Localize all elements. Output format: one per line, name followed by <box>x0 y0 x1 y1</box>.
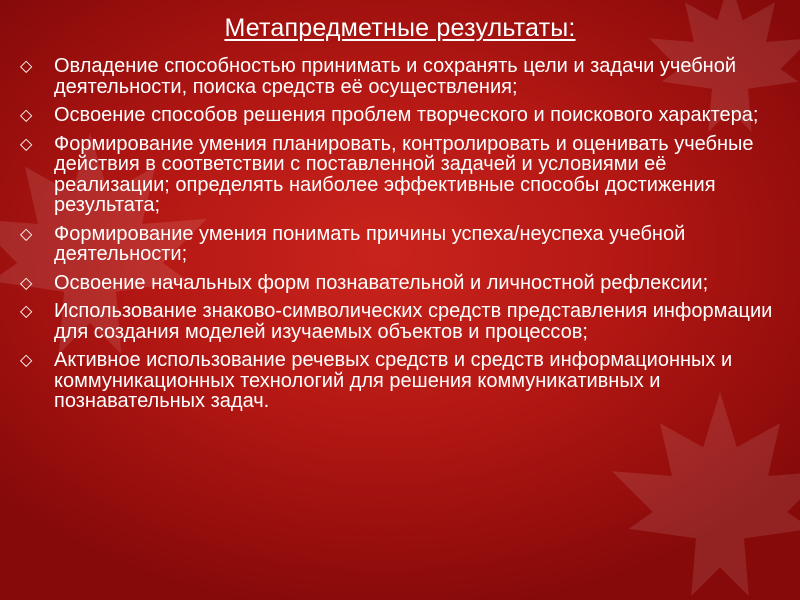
list-item <box>20 134 785 216</box>
list-item-text: Формирование умения планировать, контролировать и оценивать учебные действия в соответствии с поставленной задачей и условиями её реализации; определять наиболее эффективные способы достижения результата; <box>54 132 754 216</box>
hollow-diamond-icon: ◇ <box>20 274 33 292</box>
list-item-text: Активное использование речевых средств и средств информационных и коммуникационных технологий для решения коммуникативных и познавательных задач. <box>54 349 733 412</box>
results-list <box>20 56 785 420</box>
list-item-text: Овладение способностью принимать и сохранять цели и задачи учебной деятельности, поиска средств её осуществления; <box>54 55 737 98</box>
hollow-diamond-icon: ◇ <box>20 58 33 75</box>
list-item <box>20 350 785 412</box>
hollow-diamond-icon: ◇ <box>20 107 33 124</box>
hollow-diamond-icon: ◇ <box>20 352 33 369</box>
list-item-text: Освоение начальных форм познавательной и личностной рефлексии; <box>54 271 709 294</box>
list-item-text: Освоение способов решения проблем творческого и поискового характера; <box>54 104 759 126</box>
hollow-diamond-icon: ◇ <box>20 135 33 153</box>
hollow-diamond-icon: ◇ <box>20 303 33 320</box>
list-item-text: Формирование умения понимать причины успеха/неуспеха учебной деятельности; <box>54 222 686 265</box>
list-item-text: Использование знаково-символических средств представления информации для создания моделей изучаемых объектов и процессов; <box>54 300 773 343</box>
slide-title: Метапредметные результаты: <box>224 14 576 42</box>
list-item <box>20 224 785 265</box>
hollow-diamond-icon: ◇ <box>20 225 33 243</box>
list-item <box>20 56 785 97</box>
list-item <box>20 273 785 294</box>
list-item <box>20 301 785 342</box>
list-item <box>20 105 785 126</box>
